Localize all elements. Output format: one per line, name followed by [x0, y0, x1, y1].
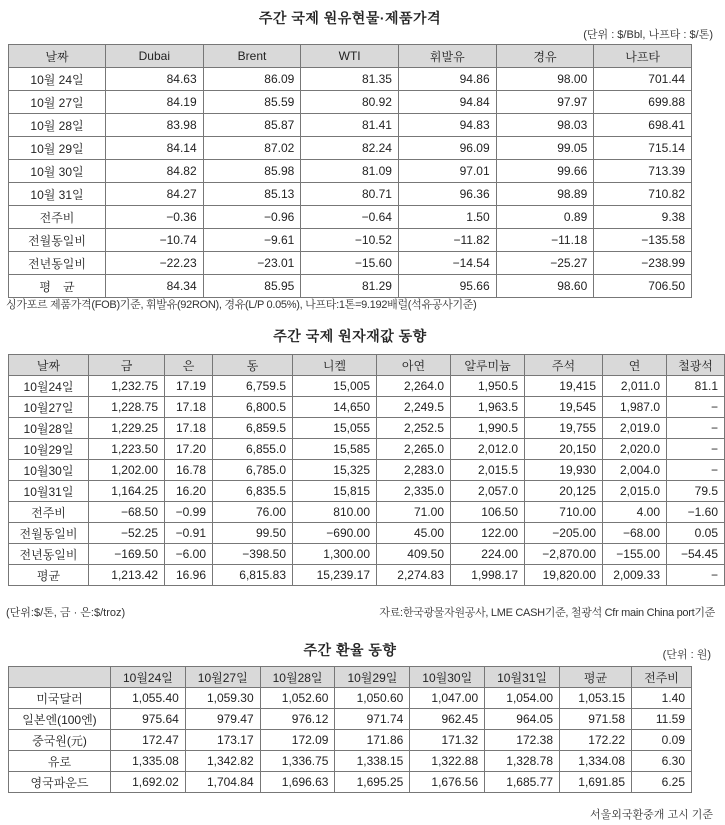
metal-value-cell: 17.18 [165, 397, 213, 418]
metal-header-cell: 날짜 [9, 355, 89, 376]
metal-value-cell: 6,800.5 [213, 397, 293, 418]
metal-value-cell: −398.50 [213, 544, 293, 565]
fx-value-cell: 1,335.08 [111, 751, 186, 772]
oil-value-cell: 94.83 [398, 114, 496, 137]
oil-value-cell: −0.36 [106, 206, 204, 229]
fx-value-cell: 1,054.00 [485, 688, 560, 709]
metal-table-row [9, 460, 725, 481]
oil-row-label: 10월 31일 [9, 183, 106, 206]
metal-value-cell: −68.00 [603, 523, 667, 544]
fx-value-cell: 172.22 [560, 730, 632, 751]
metal-table-row [9, 481, 725, 502]
metal-row-label: 10월27일 [9, 397, 89, 418]
oil-value-cell: 85.87 [203, 114, 301, 137]
oil-row-label: 10월 24일 [9, 68, 106, 91]
fx-value-cell: 172.38 [485, 730, 560, 751]
oil-value-cell: 86.09 [203, 68, 301, 91]
oil-value-cell: 84.34 [106, 275, 204, 298]
metal-value-cell: 2,020.0 [603, 439, 667, 460]
metal-value-cell: 1,232.75 [89, 376, 165, 397]
metal-table-row [9, 397, 725, 418]
oil-value-cell: −23.01 [203, 252, 301, 275]
oil-value-cell: −11.18 [496, 229, 594, 252]
oil-header-cell: WTI [301, 45, 399, 68]
oil-value-cell: 85.13 [203, 183, 301, 206]
metal-table-row [9, 544, 725, 565]
oil-value-cell: 97.01 [398, 160, 496, 183]
metal-source-note: 자료:한국광물자원공사, LME CASH기준, 철광석 Cfr main China port기준 [379, 607, 715, 619]
oil-value-cell: 83.98 [106, 114, 204, 137]
fx-value-cell: 1,336.75 [260, 751, 335, 772]
metal-value-cell: 17.18 [165, 418, 213, 439]
fx-header-cell: 10월27일 [185, 667, 260, 688]
oil-header-cell: 휘발유 [398, 45, 496, 68]
oil-value-cell: 81.29 [301, 275, 399, 298]
fx-header-cell: 10월28일 [260, 667, 335, 688]
fx-value-cell: 173.17 [185, 730, 260, 751]
oil-table-row [9, 229, 692, 252]
metal-value-cell: 16.78 [165, 460, 213, 481]
oil-value-cell: −11.82 [398, 229, 496, 252]
oil-price-table [8, 44, 692, 298]
metal-table-title: 주간 국제 원자재값 동향 [273, 328, 427, 344]
metal-value-cell: 17.20 [165, 439, 213, 460]
oil-table-row [9, 275, 692, 298]
metal-row-label: 10월30일 [9, 460, 89, 481]
oil-value-cell: 87.02 [203, 137, 301, 160]
fx-value-cell: 962.45 [410, 709, 485, 730]
oil-header-cell: 날짜 [9, 45, 106, 68]
metal-value-cell: 71.00 [377, 502, 451, 523]
fx-value-cell: 172.09 [260, 730, 335, 751]
fx-table-row [9, 709, 692, 730]
fx-value-cell: 6.25 [632, 772, 692, 793]
oil-value-cell: 98.00 [496, 68, 594, 91]
oil-value-cell: 94.86 [398, 68, 496, 91]
metal-row-label: 전년동일비 [9, 544, 89, 565]
fx-value-cell: 1.40 [632, 688, 692, 709]
metal-value-cell: 76.00 [213, 502, 293, 523]
oil-value-cell: 85.98 [203, 160, 301, 183]
fx-table-title: 주간 환율 동향 [303, 642, 397, 658]
oil-value-cell: 84.14 [106, 137, 204, 160]
metal-value-cell: −54.45 [667, 544, 725, 565]
oil-table-row [9, 160, 692, 183]
metal-value-cell: − [667, 418, 725, 439]
oil-value-cell: −10.74 [106, 229, 204, 252]
oil-value-cell: −0.96 [203, 206, 301, 229]
metal-value-cell: 4.00 [603, 502, 667, 523]
metal-header-cell: 금 [89, 355, 165, 376]
oil-value-cell: 84.82 [106, 160, 204, 183]
oil-value-cell: 81.35 [301, 68, 399, 91]
metal-value-cell: 122.00 [451, 523, 525, 544]
fx-row-label: 미국달러 [9, 688, 111, 709]
metal-header-cell: 동 [213, 355, 293, 376]
oil-value-cell: 99.66 [496, 160, 594, 183]
oil-value-cell: 81.09 [301, 160, 399, 183]
metal-value-cell: 19,755 [525, 418, 603, 439]
metal-header-cell: 주석 [525, 355, 603, 376]
oil-value-cell: 94.84 [398, 91, 496, 114]
metal-value-cell: −1.60 [667, 502, 725, 523]
metal-value-cell: 2,009.33 [603, 565, 667, 586]
metal-header-cell: 니켈 [293, 355, 377, 376]
oil-value-cell: −14.54 [398, 252, 496, 275]
fx-table-row [9, 751, 692, 772]
metal-value-cell: 16.96 [165, 565, 213, 586]
oil-unit-note: (단위 : $/Bbl, 나프타 : $/톤) [583, 29, 713, 41]
metal-header-cell: 알루미늄 [451, 355, 525, 376]
metal-value-cell: 2,265.0 [377, 439, 451, 460]
fx-value-cell: 1,059.30 [185, 688, 260, 709]
metal-value-cell: 1,300.00 [293, 544, 377, 565]
oil-table-row [9, 68, 692, 91]
oil-table-title: 주간 국제 원유현물·제품가격 [258, 10, 442, 26]
metal-table-row [9, 418, 725, 439]
fx-value-cell: 1,055.40 [111, 688, 186, 709]
oil-value-cell: −0.64 [301, 206, 399, 229]
fx-header-cell: 10월31일 [485, 667, 560, 688]
fx-value-cell: 1,704.84 [185, 772, 260, 793]
metal-value-cell: −2,870.00 [525, 544, 603, 565]
oil-value-cell: 99.05 [496, 137, 594, 160]
metal-value-cell: 1,987.0 [603, 397, 667, 418]
fx-header-cell [9, 667, 111, 688]
oil-value-cell: 706.50 [594, 275, 692, 298]
fx-value-cell: 1,676.56 [410, 772, 485, 793]
oil-table-row [9, 183, 692, 206]
metal-value-cell: 19,820.00 [525, 565, 603, 586]
metal-value-cell: 45.00 [377, 523, 451, 544]
oil-value-cell: 85.59 [203, 91, 301, 114]
oil-value-cell: 98.89 [496, 183, 594, 206]
metal-value-cell: 2,011.0 [603, 376, 667, 397]
metal-value-cell: 2,057.0 [451, 481, 525, 502]
fx-table-row [9, 688, 692, 709]
fx-value-cell: 11.59 [632, 709, 692, 730]
metal-value-cell: −169.50 [89, 544, 165, 565]
oil-table-row [9, 206, 692, 229]
fx-table-row [9, 772, 692, 793]
metal-row-label: 평균 [9, 565, 89, 586]
oil-value-cell: 96.36 [398, 183, 496, 206]
metal-value-cell: 19,930 [525, 460, 603, 481]
metal-value-cell: 15,325 [293, 460, 377, 481]
metal-value-cell: 1,228.75 [89, 397, 165, 418]
oil-value-cell: 698.41 [594, 114, 692, 137]
metal-value-cell: 20,125 [525, 481, 603, 502]
metal-value-cell: 14,650 [293, 397, 377, 418]
metal-value-cell: 15,239.17 [293, 565, 377, 586]
oil-value-cell: 701.44 [594, 68, 692, 91]
oil-value-cell: −9.61 [203, 229, 301, 252]
metal-row-label: 10월31일 [9, 481, 89, 502]
metal-value-cell: 1,164.25 [89, 481, 165, 502]
oil-value-cell: 9.38 [594, 206, 692, 229]
metal-value-cell: −68.50 [89, 502, 165, 523]
metal-table-row [9, 523, 725, 544]
fx-value-cell: 1,334.08 [560, 751, 632, 772]
metal-value-cell: 6,815.83 [213, 565, 293, 586]
oil-row-label: 전월동일비 [9, 229, 106, 252]
metal-value-cell: −6.00 [165, 544, 213, 565]
metal-value-cell: 1,990.5 [451, 418, 525, 439]
oil-value-cell: −135.58 [594, 229, 692, 252]
metal-row-label: 10월29일 [9, 439, 89, 460]
oil-value-cell: 715.14 [594, 137, 692, 160]
metal-value-cell: 15,585 [293, 439, 377, 460]
metal-value-cell: 1,202.00 [89, 460, 165, 481]
fx-table-row [9, 730, 692, 751]
metal-value-cell: 6,759.5 [213, 376, 293, 397]
metal-header-cell: 은 [165, 355, 213, 376]
fx-value-cell: 1,696.63 [260, 772, 335, 793]
metal-value-cell: 2,004.0 [603, 460, 667, 481]
metal-table-row [9, 376, 725, 397]
metal-value-cell: 1,998.17 [451, 565, 525, 586]
oil-value-cell: 81.41 [301, 114, 399, 137]
metal-header-cell: 아연 [377, 355, 451, 376]
oil-header-cell: Brent [203, 45, 301, 68]
metal-value-cell: 810.00 [293, 502, 377, 523]
metal-value-cell: 2,264.0 [377, 376, 451, 397]
metal-value-cell: 2,335.0 [377, 481, 451, 502]
fx-value-cell: 964.05 [485, 709, 560, 730]
oil-value-cell: −22.23 [106, 252, 204, 275]
metal-value-cell: −52.25 [89, 523, 165, 544]
fx-header-cell: 10월24일 [111, 667, 186, 688]
metal-header-cell: 연 [603, 355, 667, 376]
metal-row-label: 10월24일 [9, 376, 89, 397]
fx-value-cell: 1,691.85 [560, 772, 632, 793]
metal-value-cell: 16.20 [165, 481, 213, 502]
metal-value-cell: 1,223.50 [89, 439, 165, 460]
metal-value-cell: 81.1 [667, 376, 725, 397]
metal-header-cell: 철광석 [667, 355, 725, 376]
fx-row-label: 유로 [9, 751, 111, 772]
fx-header-cell: 10월30일 [410, 667, 485, 688]
oil-value-cell: 96.09 [398, 137, 496, 160]
oil-value-cell: 80.71 [301, 183, 399, 206]
metal-value-cell: 0.05 [667, 523, 725, 544]
metal-value-cell: 2,012.0 [451, 439, 525, 460]
oil-value-cell: 85.95 [203, 275, 301, 298]
metal-value-cell: 99.50 [213, 523, 293, 544]
fx-unit-note: (단위 : 원) [662, 649, 711, 661]
oil-value-cell: 84.19 [106, 91, 204, 114]
metal-value-cell: 710.00 [525, 502, 603, 523]
oil-header-cell: 나프타 [594, 45, 692, 68]
oil-value-cell: −25.27 [496, 252, 594, 275]
metal-value-cell: 15,055 [293, 418, 377, 439]
metal-value-cell: 2,249.5 [377, 397, 451, 418]
exchange-rate-table [8, 666, 692, 793]
fx-value-cell: 1,050.60 [335, 688, 410, 709]
fx-value-cell: 6.30 [632, 751, 692, 772]
oil-value-cell: 0.89 [496, 206, 594, 229]
metal-value-cell: −0.91 [165, 523, 213, 544]
oil-value-cell: 98.60 [496, 275, 594, 298]
oil-row-label: 10월 28일 [9, 114, 106, 137]
metal-table-row [9, 502, 725, 523]
metal-value-cell: 106.50 [451, 502, 525, 523]
oil-table-row [9, 114, 692, 137]
metal-row-label: 전월동일비 [9, 523, 89, 544]
oil-table-row [9, 91, 692, 114]
metal-value-cell: 6,855.0 [213, 439, 293, 460]
oil-footnote: 싱가포르 제품가격(FOB)기준, 휘발유(92RON), 경유(L/P 0.05%), 나프타:1톤=9.192배럴(석유공사기준) [6, 299, 477, 311]
fx-value-cell: 979.47 [185, 709, 260, 730]
oil-row-label: 10월 27일 [9, 91, 106, 114]
fx-value-cell: 1,695.25 [335, 772, 410, 793]
metal-value-cell: 6,835.5 [213, 481, 293, 502]
metal-value-cell: 1,963.5 [451, 397, 525, 418]
oil-table-row [9, 137, 692, 160]
metal-value-cell: − [667, 565, 725, 586]
metal-value-cell: 1,950.5 [451, 376, 525, 397]
fx-header-cell: 10월29일 [335, 667, 410, 688]
fx-row-label: 중국원(元) [9, 730, 111, 751]
metal-row-label: 전주비 [9, 502, 89, 523]
metal-value-cell: 1,213.42 [89, 565, 165, 586]
oil-value-cell: 97.97 [496, 91, 594, 114]
fx-value-cell: 971.74 [335, 709, 410, 730]
metal-value-cell: −0.99 [165, 502, 213, 523]
fx-value-cell: 976.12 [260, 709, 335, 730]
oil-value-cell: 710.82 [594, 183, 692, 206]
fx-value-cell: 1,692.02 [111, 772, 186, 793]
oil-value-cell: 98.03 [496, 114, 594, 137]
fx-value-cell: 1,322.88 [410, 751, 485, 772]
metal-value-cell: 2,015.0 [603, 481, 667, 502]
metal-value-cell: 15,005 [293, 376, 377, 397]
metal-table-row [9, 439, 725, 460]
oil-row-label: 전년동일비 [9, 252, 106, 275]
metal-value-cell: − [667, 439, 725, 460]
metal-row-label: 10월28일 [9, 418, 89, 439]
metal-value-cell: 2,019.0 [603, 418, 667, 439]
oil-value-cell: −15.60 [301, 252, 399, 275]
fx-value-cell: 1,053.15 [560, 688, 632, 709]
oil-value-cell: −238.99 [594, 252, 692, 275]
fx-value-cell: 1,328.78 [485, 751, 560, 772]
metal-value-cell: 2,252.5 [377, 418, 451, 439]
oil-header-cell: 경유 [496, 45, 594, 68]
oil-value-cell: 95.66 [398, 275, 496, 298]
oil-value-cell: 713.39 [594, 160, 692, 183]
oil-value-cell: 84.27 [106, 183, 204, 206]
fx-source-note: 서울외국환중개 고시 기준 [590, 809, 713, 821]
metal-table-row [9, 565, 725, 586]
metal-value-cell: 6,785.0 [213, 460, 293, 481]
oil-row-label: 10월 29일 [9, 137, 106, 160]
metal-value-cell: 224.00 [451, 544, 525, 565]
metal-value-cell: 6,859.5 [213, 418, 293, 439]
fx-row-label: 영국파운드 [9, 772, 111, 793]
metal-value-cell: 409.50 [377, 544, 451, 565]
metal-value-cell: −690.00 [293, 523, 377, 544]
metal-value-cell: 19,415 [525, 376, 603, 397]
fx-row-label: 일본엔(100엔) [9, 709, 111, 730]
fx-value-cell: 971.58 [560, 709, 632, 730]
metal-unit-note: (단위:$/톤, 금 · 은:$/troz) [6, 607, 126, 619]
oil-header-cell: Dubai [106, 45, 204, 68]
oil-row-label: 10월 30일 [9, 160, 106, 183]
fx-value-cell: 1,052.60 [260, 688, 335, 709]
metal-value-cell: 2,274.83 [377, 565, 451, 586]
fx-value-cell: 171.32 [410, 730, 485, 751]
metal-value-cell: −155.00 [603, 544, 667, 565]
metal-value-cell: 2,015.5 [451, 460, 525, 481]
fx-value-cell: 0.09 [632, 730, 692, 751]
oil-value-cell: 699.88 [594, 91, 692, 114]
metal-value-cell: − [667, 460, 725, 481]
oil-value-cell: 1.50 [398, 206, 496, 229]
fx-value-cell: 172.47 [111, 730, 186, 751]
oil-value-cell: 80.92 [301, 91, 399, 114]
fx-header-cell: 평균 [560, 667, 632, 688]
metal-value-cell: −205.00 [525, 523, 603, 544]
metal-value-cell: − [667, 397, 725, 418]
fx-header-cell: 전주비 [632, 667, 692, 688]
oil-value-cell: 82.24 [301, 137, 399, 160]
fx-value-cell: 1,342.82 [185, 751, 260, 772]
oil-table-row [9, 252, 692, 275]
metal-value-cell: 19,545 [525, 397, 603, 418]
fx-value-cell: 171.86 [335, 730, 410, 751]
oil-value-cell: 84.63 [106, 68, 204, 91]
metal-value-cell: 2,283.0 [377, 460, 451, 481]
oil-row-label: 평 균 [9, 275, 106, 298]
metal-value-cell: 79.5 [667, 481, 725, 502]
metal-value-cell: 20,150 [525, 439, 603, 460]
oil-row-label: 전주비 [9, 206, 106, 229]
fx-value-cell: 975.64 [111, 709, 186, 730]
fx-value-cell: 1,338.15 [335, 751, 410, 772]
metal-price-table [8, 354, 725, 586]
oil-value-cell: −10.52 [301, 229, 399, 252]
metal-value-cell: 1,229.25 [89, 418, 165, 439]
metal-value-cell: 15,815 [293, 481, 377, 502]
metal-value-cell: 17.19 [165, 376, 213, 397]
fx-value-cell: 1,685.77 [485, 772, 560, 793]
fx-value-cell: 1,047.00 [410, 688, 485, 709]
